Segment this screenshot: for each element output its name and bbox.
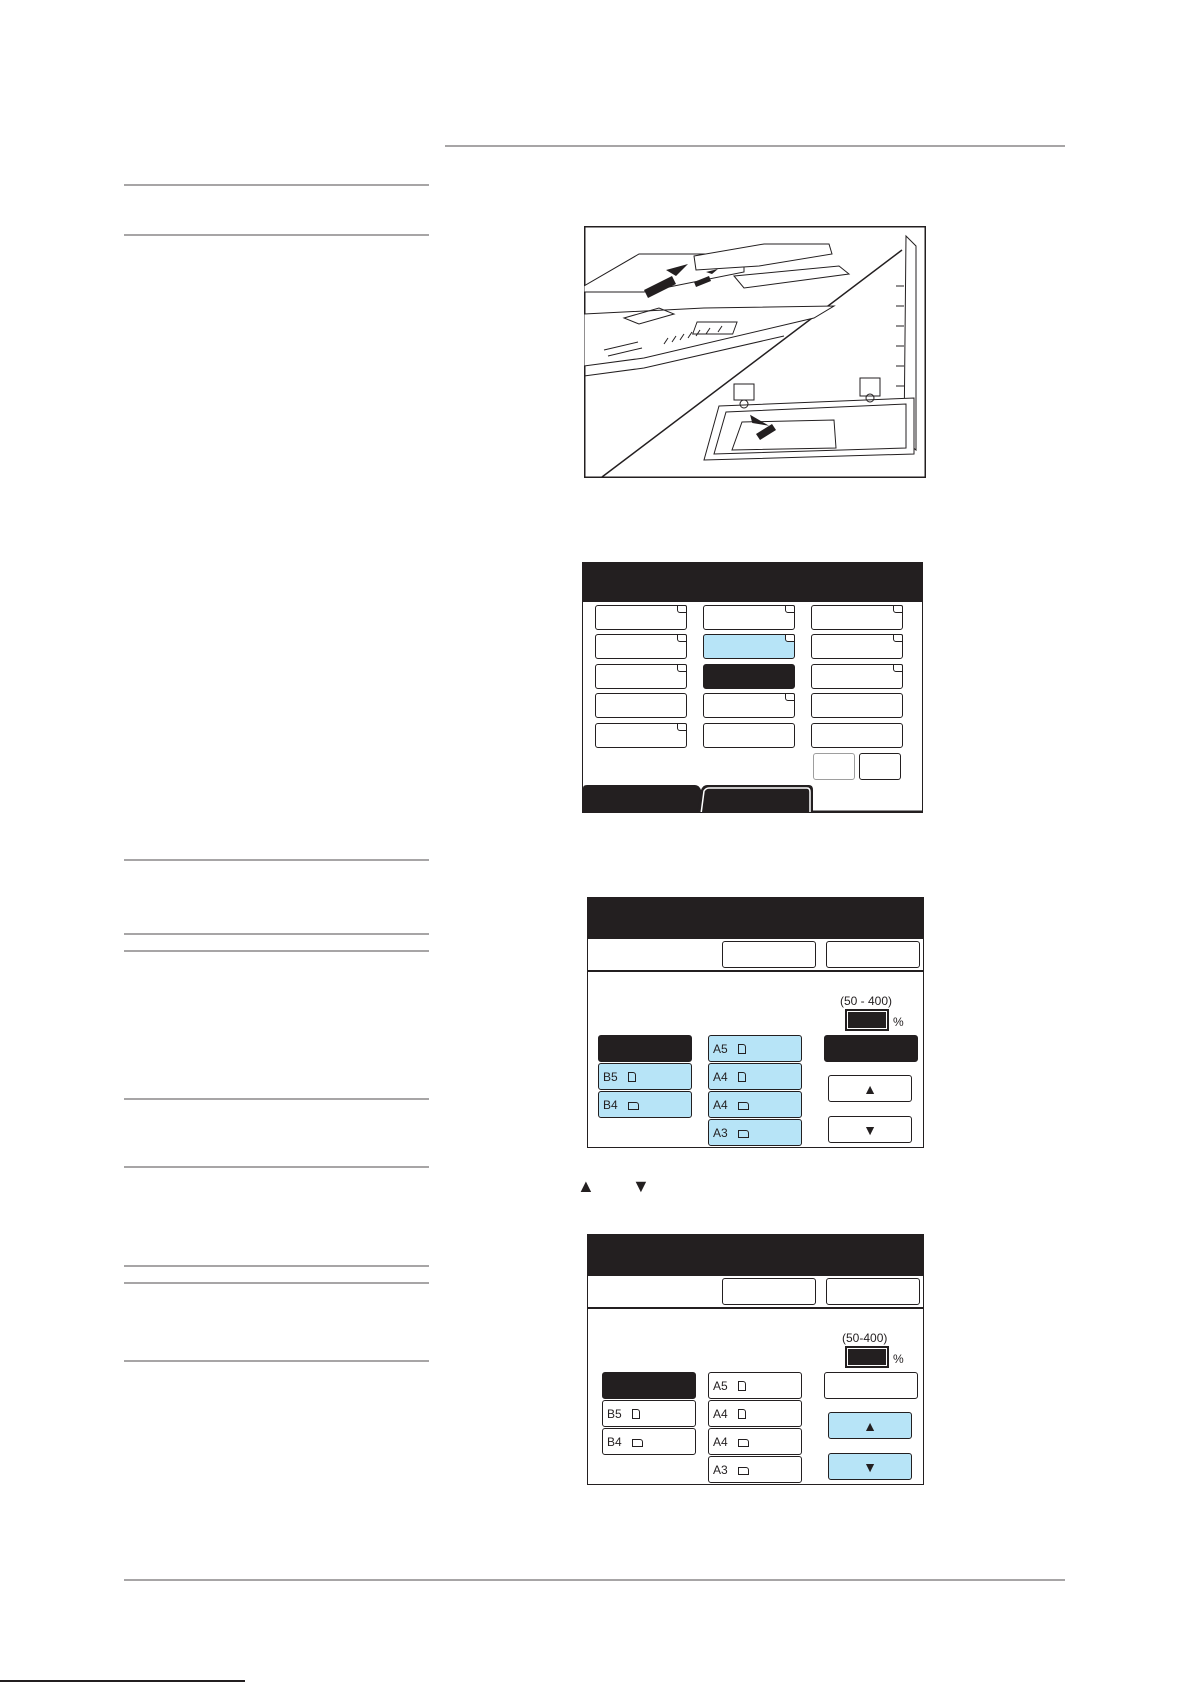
ratio-down-button[interactable] <box>828 1116 912 1143</box>
menu-key-3-3[interactable] <box>811 664 903 689</box>
key-label: B4 <box>603 1098 639 1112</box>
menu-key-1-2[interactable] <box>595 634 687 659</box>
menu-key-2-4[interactable] <box>703 693 795 718</box>
screen-header <box>588 1235 923 1276</box>
feeder-illustration <box>584 226 926 478</box>
percent-sign: % <box>893 1352 904 1366</box>
preset-key-100[interactable] <box>602 1372 696 1399</box>
key-label: A4 <box>713 1070 746 1084</box>
landscape-sheet-icon <box>738 1439 749 1447</box>
flag-icon <box>785 634 795 642</box>
menu-key-3-1[interactable] <box>811 605 903 630</box>
top-tab-button-1[interactable] <box>722 1278 816 1305</box>
portrait-sheet-icon <box>738 1409 746 1419</box>
margin-rule-6 <box>124 1098 429 1100</box>
ratio-down-button[interactable] <box>828 1453 912 1480</box>
key-label: A4 <box>713 1407 746 1421</box>
flag-icon <box>785 693 795 701</box>
margin-rule-3 <box>124 859 429 861</box>
small-key-left[interactable] <box>813 753 855 780</box>
landscape-sheet-icon <box>738 1467 749 1475</box>
header-divider <box>588 970 923 972</box>
menu-key-1-4[interactable] <box>595 693 687 718</box>
margin-rule-8 <box>124 1265 429 1267</box>
preset-key-a4-landscape[interactable] <box>708 1428 802 1455</box>
down-arrow-icon: ▼ <box>863 1458 877 1475</box>
key-label: B4 <box>607 1435 643 1449</box>
flag-icon <box>893 664 903 672</box>
flag-icon <box>785 605 795 613</box>
preset-key-a3[interactable] <box>708 1456 802 1483</box>
percent-sign: % <box>893 1015 904 1029</box>
key-label: B5 <box>603 1070 636 1084</box>
preset-key-b4[interactable] <box>602 1428 696 1455</box>
margin-rule-1 <box>124 184 429 186</box>
margin-rule-2 <box>124 234 429 236</box>
key-label: A3 <box>713 1463 749 1477</box>
preset-key-b5[interactable] <box>598 1063 692 1090</box>
portrait-sheet-icon <box>738 1381 746 1391</box>
top-tab-button-2[interactable] <box>826 941 920 968</box>
small-key-right[interactable] <box>859 753 901 780</box>
screen-tabs <box>583 784 923 813</box>
menu-key-2-2[interactable] <box>703 634 795 659</box>
preset-key-b5[interactable] <box>602 1400 696 1427</box>
margin-rule-4 <box>124 933 429 935</box>
flag-icon <box>893 634 903 642</box>
main-menu-screen <box>582 562 923 813</box>
ratio-range-text: (50-400) <box>842 1331 888 1345</box>
menu-key-2-3[interactable] <box>703 664 795 689</box>
preset-key-a4-portrait[interactable] <box>708 1400 802 1427</box>
portrait-sheet-icon <box>628 1072 636 1082</box>
preset-key-100[interactable] <box>598 1035 692 1062</box>
portrait-sheet-icon <box>738 1044 746 1054</box>
margin-rule-7 <box>124 1166 429 1168</box>
down-arrow-symbol: ▼ <box>632 1176 650 1196</box>
menu-key-1-1[interactable] <box>595 605 687 630</box>
down-arrow-icon: ▼ <box>863 1121 877 1138</box>
screen-header <box>583 563 922 602</box>
portrait-sheet-icon <box>632 1409 640 1419</box>
key-label: A5 <box>713 1042 746 1056</box>
preset-key-a3[interactable] <box>708 1119 802 1146</box>
ratio-up-button[interactable] <box>828 1412 912 1439</box>
top-rule <box>445 145 1065 147</box>
up-arrow-icon: ▲ <box>863 1080 877 1097</box>
preset-key-a5[interactable] <box>708 1372 802 1399</box>
landscape-sheet-icon <box>738 1130 749 1138</box>
ratio-range-text: (50 - 400) <box>840 994 893 1008</box>
reduce-enlarge-screen-2 <box>587 1234 924 1485</box>
margin-rule-9 <box>124 1282 429 1284</box>
flag-icon <box>677 723 687 731</box>
key-label: A3 <box>713 1126 749 1140</box>
ratio-entry-box[interactable] <box>846 1010 888 1030</box>
flag-icon <box>677 634 687 642</box>
menu-key-1-5[interactable] <box>595 723 687 748</box>
flag-icon <box>677 605 687 613</box>
up-arrow-icon: ▲ <box>863 1417 877 1434</box>
footer-stub-line <box>0 1680 245 1682</box>
top-tab-button-2[interactable] <box>826 1278 920 1305</box>
landscape-sheet-icon <box>628 1102 639 1110</box>
variable-ratio-key[interactable] <box>824 1035 918 1062</box>
preset-key-a4-portrait[interactable] <box>708 1063 802 1090</box>
key-label: B5 <box>607 1407 640 1421</box>
flag-icon <box>677 664 687 672</box>
key-label: A4 <box>713 1435 749 1449</box>
key-label: A5 <box>713 1379 746 1393</box>
menu-key-1-3[interactable] <box>595 664 687 689</box>
preset-key-a5[interactable] <box>708 1035 802 1062</box>
reduce-enlarge-screen-1 <box>587 897 924 1148</box>
flag-icon <box>893 605 903 613</box>
margin-rule-10 <box>124 1360 429 1362</box>
top-tab-button-1[interactable] <box>722 941 816 968</box>
document-feeder-and-platen-glass-illustration <box>584 226 926 478</box>
menu-key-3-5[interactable] <box>811 723 903 748</box>
variable-ratio-key[interactable] <box>824 1372 918 1399</box>
menu-key-3-4[interactable] <box>811 693 903 718</box>
menu-key-3-2[interactable] <box>811 634 903 659</box>
ratio-up-button[interactable] <box>828 1075 912 1102</box>
bottom-rule <box>124 1579 1065 1581</box>
screen-header <box>588 898 923 939</box>
menu-key-2-1[interactable] <box>703 605 795 630</box>
preset-key-a4-landscape[interactable] <box>708 1091 802 1118</box>
preset-key-b4[interactable] <box>598 1091 692 1118</box>
ratio-entry-box[interactable] <box>846 1347 888 1367</box>
landscape-sheet-icon <box>738 1102 749 1110</box>
header-divider <box>588 1307 923 1309</box>
landscape-sheet-icon <box>632 1439 643 1447</box>
up-arrow-symbol: ▲ <box>577 1176 595 1196</box>
portrait-sheet-icon <box>738 1072 746 1082</box>
menu-key-2-5[interactable] <box>703 723 795 748</box>
key-label: A4 <box>713 1098 749 1112</box>
margin-rule-5 <box>124 950 429 952</box>
